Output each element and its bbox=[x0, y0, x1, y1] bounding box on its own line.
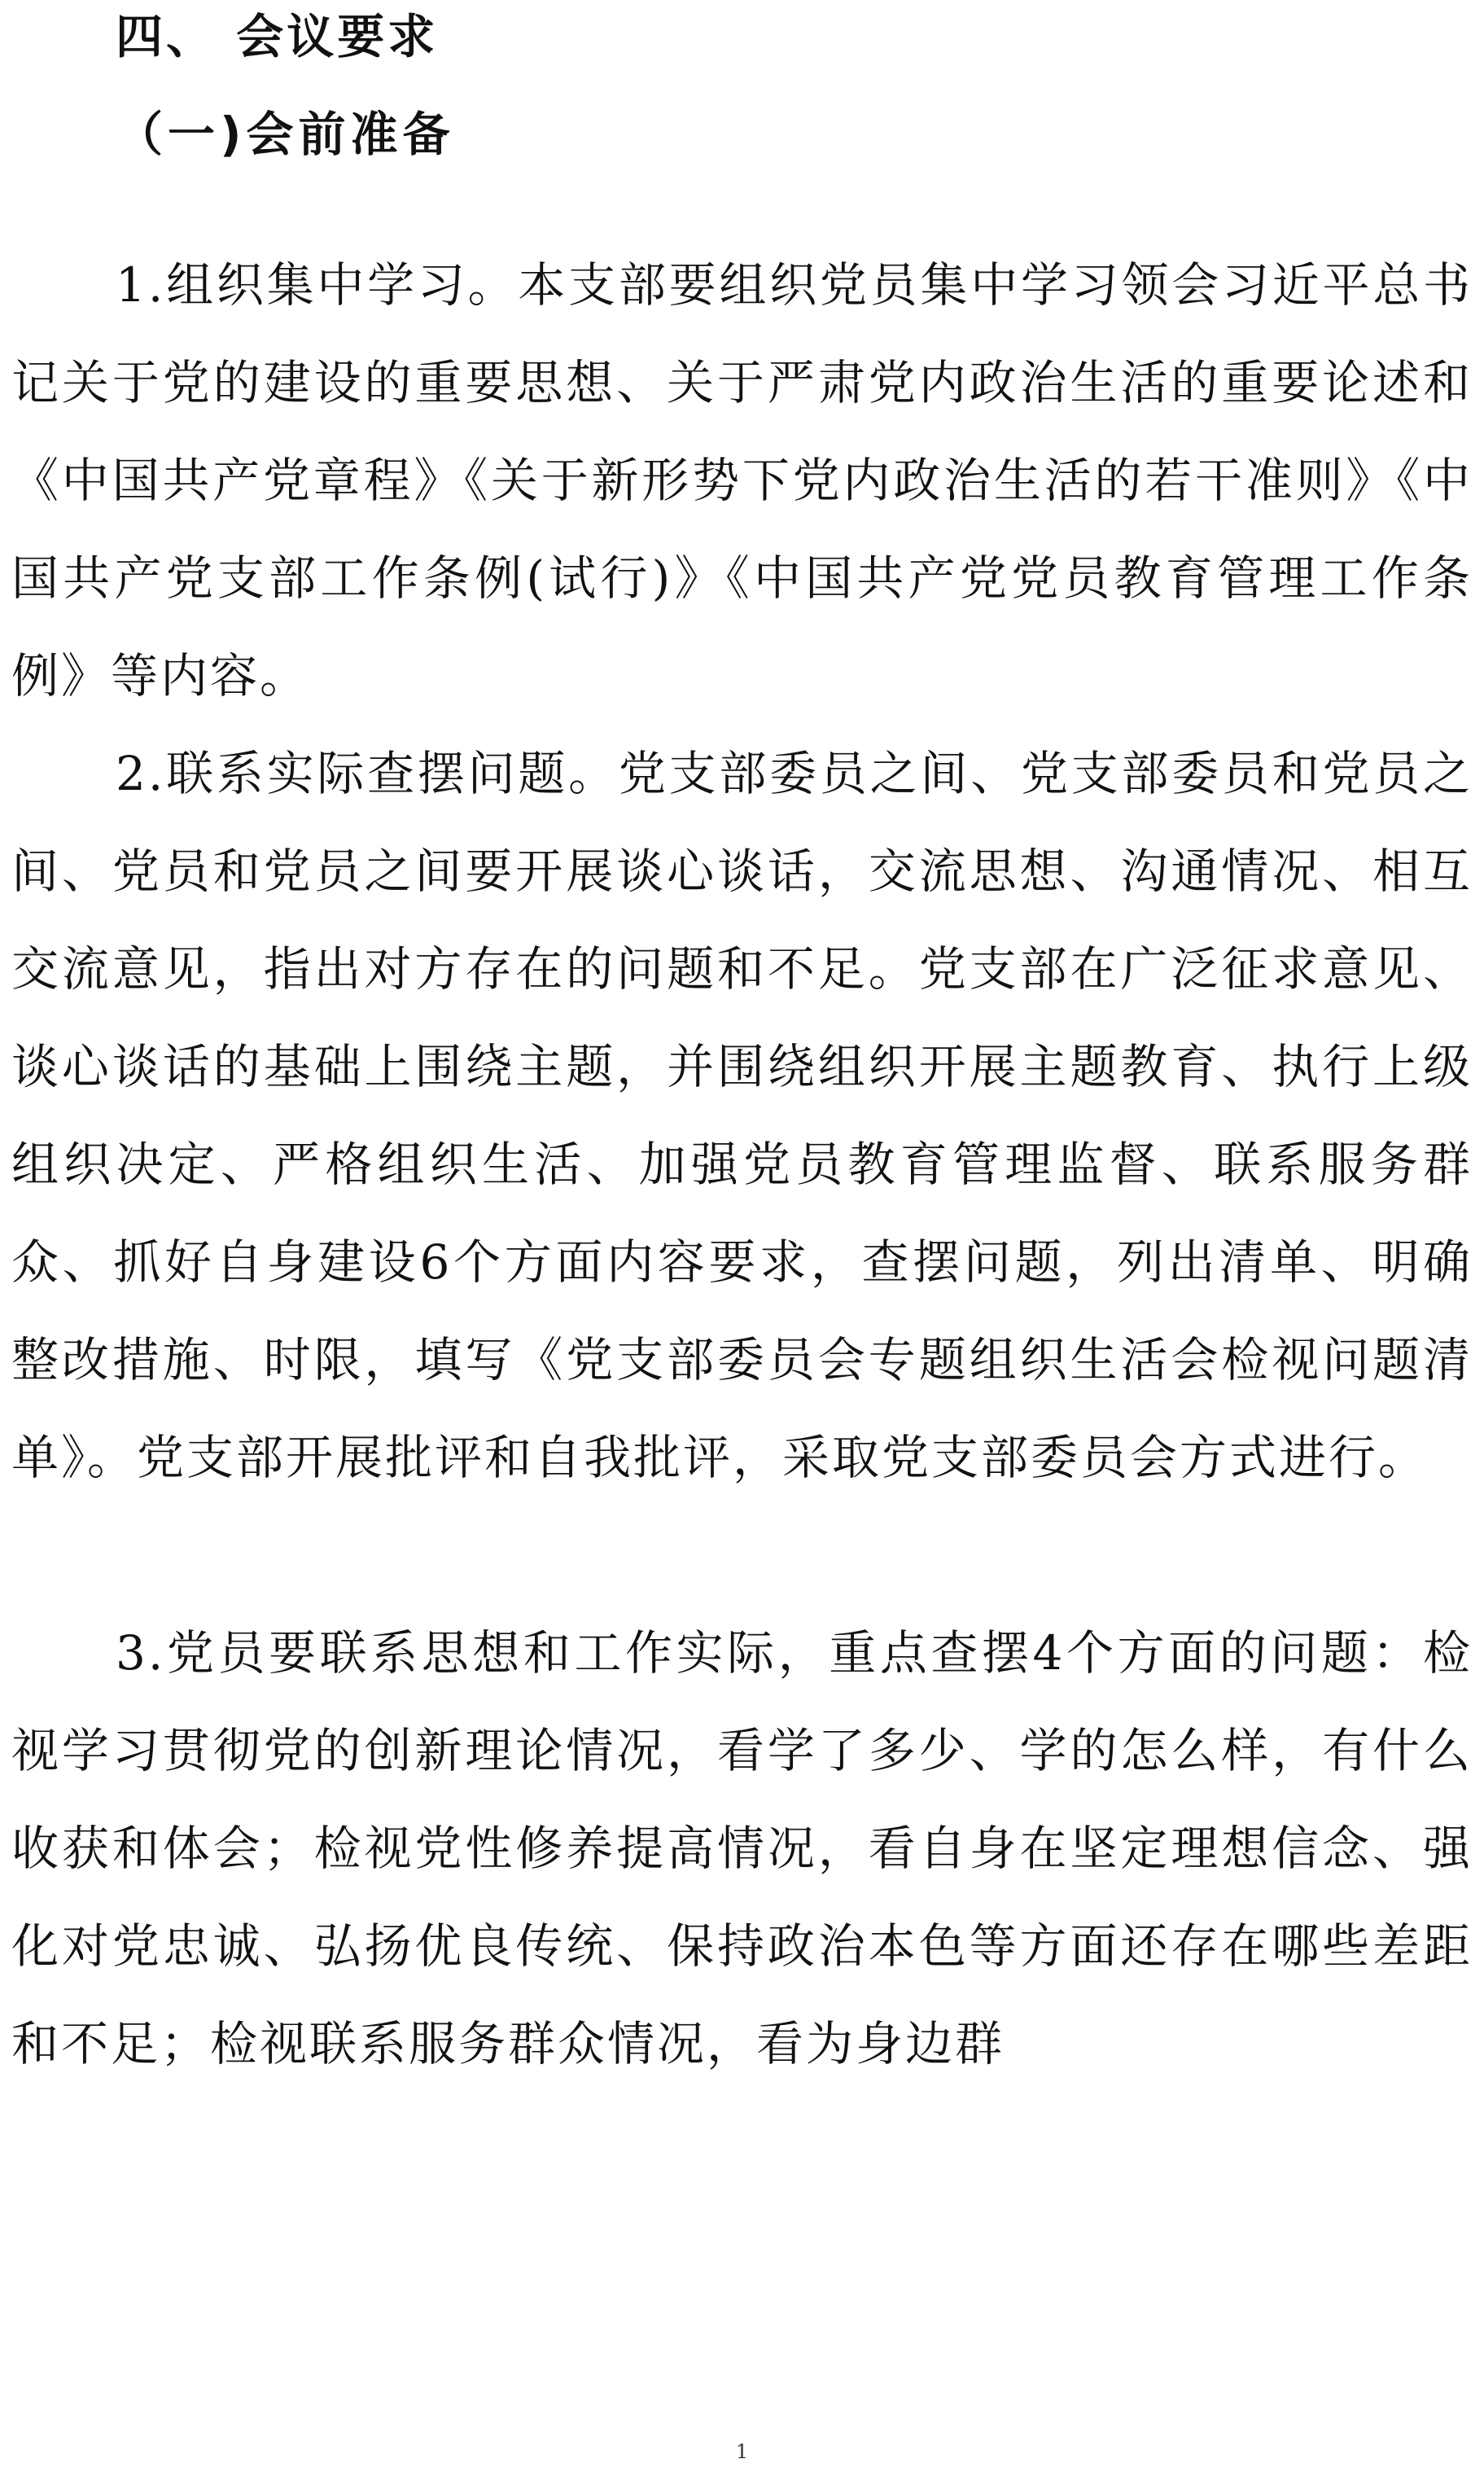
paragraph-study: 1.组织集中学习。本支部要组织党员集中学习领会习近平总书记关于党的建设的重要思想、关于严肃党内政治生活的重要论述和《中国共产党章程》《关于新形势下党内政治生活的若干准则》《中国共产党支部工作条例(试行)》《中国共产党党员教育管理工作条例》等内容。 bbox=[11, 257, 1473, 704]
subsection-heading: （一)会前准备 bbox=[116, 107, 455, 162]
paragraph-problems: 2.联系实际查摆问题。党支部委员之间、党支部委员和党员之间、党员和党员之间要开展谈心谈话，交流思想、沟通情况、相互交流意见，指出对方存在的问题和不足。党支部在广泛征求意见、谈心谈话的基础上围绕主题，并围绕组织开展主题教育、执行上级组织决定、严格组织生活、加强党员教育管理监督、联系服务群众、抓好自身建设6个方面内容要求，查摆问题，列出清单、明确整改措施、时限，填写《党支部委员会专题组织生活会检视问题清单》。党支部开展批评和自我批评，采取党支部委员会方式进行。 bbox=[11, 746, 1473, 1485]
page-number: 1 bbox=[735, 2440, 749, 2463]
paragraph-member-review: 3.党员要联系思想和工作实际，重点查摆4个方面的问题：检视学习贯彻党的创新理论情况，看学了多少、学的怎么样，有什么收获和体会；检视党性修养提高情况，看自身在坚定理想信念、强化对党忠诚、弘扬优良传统、保持政治本色等方面还存在哪些差距和不足；检视联系服务群众情况，看为身边群 bbox=[11, 1625, 1473, 2071]
section-heading: 四、 会议要求 bbox=[116, 9, 439, 64]
